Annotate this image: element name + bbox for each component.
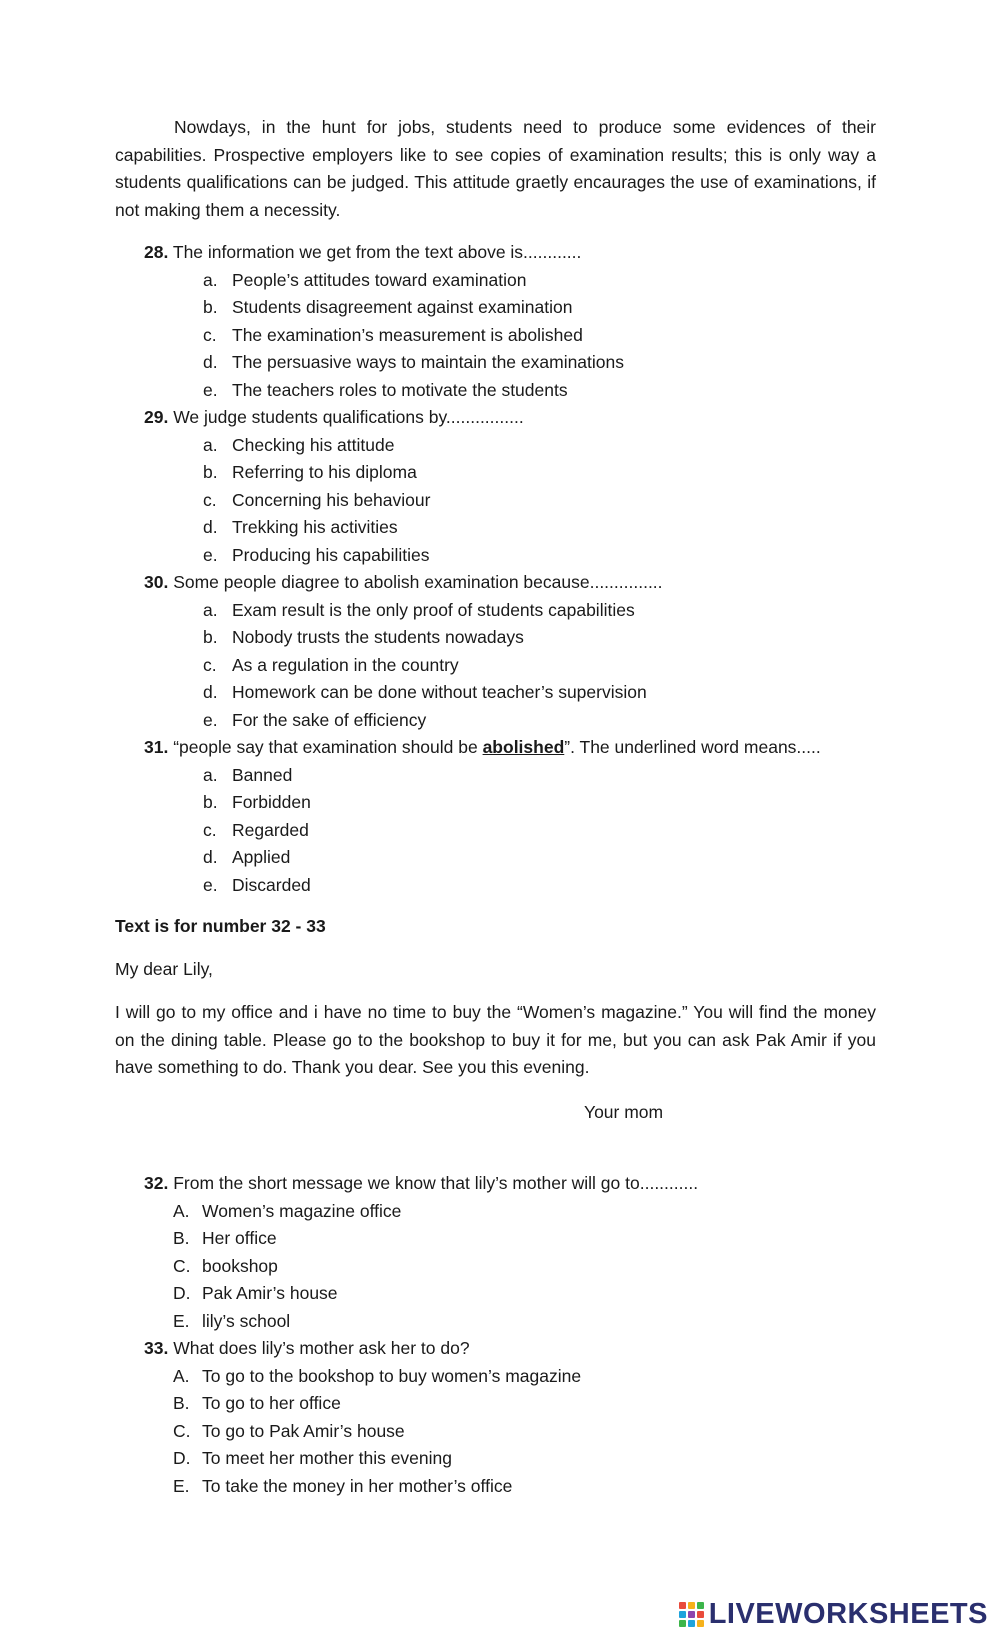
option-text: Pak Amir’s house xyxy=(202,1283,338,1303)
option-text: To go to Pak Amir’s house xyxy=(202,1420,405,1441)
option-letter: b. xyxy=(203,462,218,482)
option-letter: b. xyxy=(203,792,218,812)
option-text: Nobody trusts the students nowadays xyxy=(232,627,524,647)
option-e[interactable] xyxy=(203,707,904,735)
option-e[interactable] xyxy=(203,377,904,405)
question-30 xyxy=(144,569,904,734)
option-text: Women’s magazine office xyxy=(202,1200,402,1221)
option-letter: b. xyxy=(203,627,218,647)
question-stem xyxy=(144,1335,904,1363)
option-text: To go to the bookshop to buy women’s magazine xyxy=(202,1365,582,1386)
liveworksheets-brand[interactable] xyxy=(679,1595,988,1635)
option-letter: C. xyxy=(173,1255,191,1276)
option-letter: e. xyxy=(203,874,218,895)
option-d[interactable] xyxy=(203,514,904,542)
question-32 xyxy=(144,1170,904,1335)
option-text: Her office xyxy=(202,1228,277,1248)
option-a[interactable] xyxy=(203,597,904,625)
option-text: lily’s school xyxy=(202,1310,291,1331)
option-b[interactable] xyxy=(203,789,904,817)
option-text: bookshop xyxy=(202,1255,278,1276)
option-letter: E. xyxy=(173,1310,190,1331)
question-number: 32. xyxy=(144,1173,169,1193)
option-d[interactable] xyxy=(173,1445,904,1473)
option-text: Homework can be done without teacher’s supervision xyxy=(232,682,647,702)
option-d[interactable] xyxy=(203,679,904,707)
option-text: Students disagreement against examination xyxy=(232,297,573,317)
option-text: To meet her mother this evening xyxy=(202,1448,452,1468)
option-text: Applied xyxy=(232,847,291,867)
option-text: The teachers roles to motivate the students xyxy=(232,379,568,400)
question-stem xyxy=(144,569,904,597)
option-letter: d. xyxy=(203,847,218,867)
question-stem xyxy=(144,734,904,762)
option-letter: D. xyxy=(173,1448,191,1468)
option-text: Regarded xyxy=(232,819,309,840)
option-c[interactable] xyxy=(203,322,904,350)
option-letter: d. xyxy=(203,352,218,372)
underlined-word: abolished xyxy=(482,737,565,757)
option-c[interactable] xyxy=(173,1253,904,1281)
section-heading: Text is for number 32 - 33 xyxy=(115,916,326,936)
question-number: 31. xyxy=(144,737,169,757)
option-text: Forbidden xyxy=(232,792,311,812)
option-d[interactable] xyxy=(173,1280,904,1308)
question-number: 29. xyxy=(144,407,169,427)
letter-body: I will go to my office and i have no time to buy the “Women’s magazine.” You will find the money on the dining table. Please go to the bookshop to buy it for me, but you can ask Pak Amir if you have something to do. Thank you dear. See you this evening. xyxy=(115,1002,876,1077)
option-letter: E. xyxy=(173,1475,190,1496)
option-letter: d. xyxy=(203,517,218,537)
option-letter: a. xyxy=(203,599,218,620)
question-text: From the short message we know that lily’s mother will go to............ xyxy=(173,1173,699,1193)
option-a[interactable] xyxy=(203,432,904,460)
option-e[interactable] xyxy=(173,1308,904,1336)
option-letter: c. xyxy=(203,324,217,345)
question-text-pre: “people say that examination should be xyxy=(173,737,483,757)
option-letter: C. xyxy=(173,1420,191,1441)
option-d[interactable] xyxy=(203,349,904,377)
option-text: Banned xyxy=(232,764,293,785)
question-text-post: ”. The underlined word means..... xyxy=(564,737,821,757)
question-number: 28. xyxy=(144,242,169,262)
option-letter: a. xyxy=(203,434,218,455)
question-text: The information we get from the text above is............ xyxy=(172,242,582,262)
option-a[interactable] xyxy=(173,1198,904,1226)
option-text: To take the money in her mother’s office xyxy=(202,1475,513,1496)
option-text: The examination’s measurement is abolished xyxy=(232,324,583,345)
option-text: Checking his attitude xyxy=(232,434,395,455)
option-text: Trekking his activities xyxy=(232,517,398,537)
option-letter: A. xyxy=(173,1365,190,1386)
option-c[interactable] xyxy=(203,652,904,680)
option-d[interactable] xyxy=(203,844,904,872)
option-letter: e. xyxy=(203,544,218,565)
question-29 xyxy=(144,404,904,569)
letter-greeting: My dear Lily, xyxy=(115,959,213,979)
option-text: Referring to his diploma xyxy=(232,462,417,482)
option-letter: b. xyxy=(203,297,218,317)
option-text: As a regulation in the country xyxy=(232,654,459,675)
intro-paragraph: Nowdays, in the hunt for jobs, students need to produce some evidences of their capabilities. Prospective employers like to see copies of examination results; this is only way a students qualifications can be judged. This attitude graetly encaurages the use of examinations, if not making them a necessity. xyxy=(115,117,876,220)
question-28 xyxy=(144,239,904,404)
question-text: Some people diagree to abolish examination because............... xyxy=(173,572,663,592)
option-text: Producing his capabilities xyxy=(232,544,430,565)
option-b[interactable] xyxy=(173,1225,904,1253)
option-letter: c. xyxy=(203,489,217,510)
option-letter: B. xyxy=(173,1228,190,1248)
option-text: To go to her office xyxy=(202,1393,341,1413)
question-stem xyxy=(144,404,904,432)
option-letter: c. xyxy=(203,654,217,675)
option-e[interactable] xyxy=(173,1473,904,1501)
option-a[interactable] xyxy=(203,762,904,790)
question-number: 33. xyxy=(144,1338,169,1358)
liveworksheets-logo-icon xyxy=(679,1602,705,1628)
option-letter: c. xyxy=(203,819,217,840)
letter-signature: Your mom xyxy=(584,1102,664,1122)
option-letter: e. xyxy=(203,709,218,730)
option-text: People’s attitudes toward examination xyxy=(232,269,527,290)
option-letter: d. xyxy=(203,682,218,702)
option-b[interactable] xyxy=(173,1390,904,1418)
option-b[interactable] xyxy=(203,459,904,487)
option-e[interactable] xyxy=(203,872,904,900)
option-text: Concerning his behaviour xyxy=(232,489,431,510)
question-31 xyxy=(144,734,904,899)
question-text: What does lily’s mother ask her to do? xyxy=(173,1338,470,1358)
question-number: 30. xyxy=(144,572,169,592)
option-letter: A. xyxy=(173,1200,190,1221)
option-c[interactable] xyxy=(203,487,904,515)
option-letter: a. xyxy=(203,269,218,290)
brand-name: LIVEWORKSHEETS xyxy=(708,1598,988,1631)
option-letter: D. xyxy=(173,1283,191,1303)
option-text: For the sake of efficiency xyxy=(232,709,427,730)
question-stem xyxy=(144,239,904,267)
option-a[interactable] xyxy=(203,267,904,295)
option-e[interactable] xyxy=(203,542,904,570)
question-text: We judge students qualifications by................ xyxy=(173,407,524,427)
option-text: Exam result is the only proof of students capabilities xyxy=(232,599,635,620)
option-letter: a. xyxy=(203,764,218,785)
option-c[interactable] xyxy=(203,817,904,845)
question-33 xyxy=(144,1335,904,1500)
question-stem xyxy=(144,1170,904,1198)
option-letter: B. xyxy=(173,1393,190,1413)
option-b[interactable] xyxy=(203,624,904,652)
option-text: Discarded xyxy=(232,874,311,895)
option-b[interactable] xyxy=(203,294,904,322)
option-a[interactable] xyxy=(173,1363,904,1391)
option-text: The persuasive ways to maintain the examinations xyxy=(232,352,625,372)
option-c[interactable] xyxy=(173,1418,904,1446)
option-letter: e. xyxy=(203,379,218,400)
